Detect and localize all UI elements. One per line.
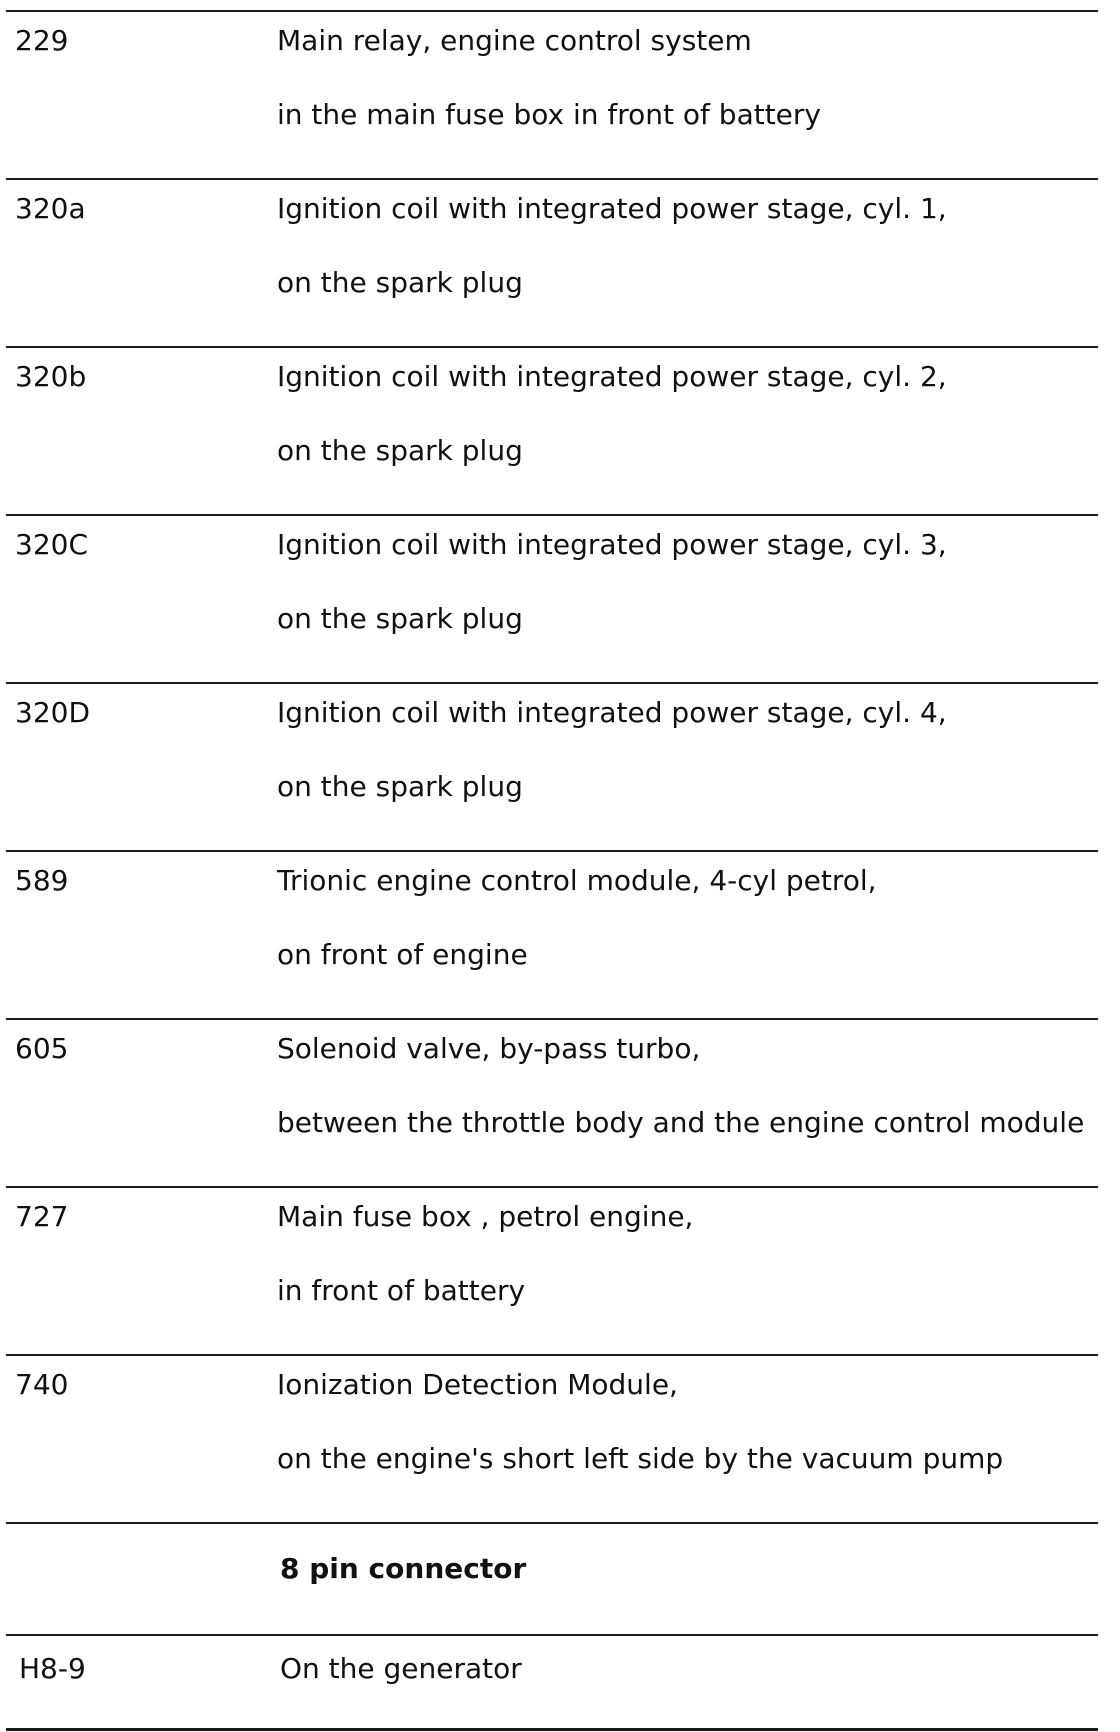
connector-location: On the generator [280,1652,522,1685]
component-location: on the spark plug [277,770,523,803]
table-row [6,1018,1098,1186]
component-code: 320b [15,360,87,393]
table-row [6,682,1098,850]
component-location: in front of battery [277,1274,526,1307]
component-code: 727 [15,1200,69,1233]
component-description: Main relay, engine control system [277,24,752,57]
component-code: 605 [15,1032,69,1065]
component-code: 229 [15,24,69,57]
table-row [6,1634,1098,1731]
component-description: Ionization Detection Module, [277,1368,678,1401]
table-row [6,850,1098,1018]
component-location: on the spark plug [277,266,523,299]
component-description: Ignition coil with integrated power stage, cyl. 3, [277,528,947,561]
table-row [6,346,1098,514]
connector-heading: 8 pin connector [280,1552,527,1585]
component-location: on the spark plug [277,434,523,467]
component-description: Ignition coil with integrated power stage, cyl. 1, [277,192,947,225]
table-row [6,178,1098,346]
component-location: on front of engine [277,938,528,971]
component-location: between the throttle body and the engine control module [277,1106,1085,1139]
table-row [6,1354,1098,1522]
table-row [6,10,1098,178]
component-code: 740 [15,1368,69,1401]
connector-code: H8-9 [19,1652,86,1685]
table-row [6,514,1098,682]
connector-heading-row [6,1522,1098,1634]
component-description: Ignition coil with integrated power stage, cyl. 2, [277,360,947,393]
table-row [6,1186,1098,1354]
component-description: Main fuse box , petrol engine, [277,1200,694,1233]
component-location: on the spark plug [277,602,523,635]
component-location: in the main fuse box in front of battery [277,98,821,131]
component-description: Trionic engine control module, 4-cyl petrol, [277,864,877,897]
component-code: 320C [15,528,88,561]
component-description: Ignition coil with integrated power stage, cyl. 4, [277,696,947,729]
component-table [6,10,1098,1731]
component-code: 320D [15,696,91,729]
component-code: 589 [15,864,69,897]
component-description: Solenoid valve, by-pass turbo, [277,1032,701,1065]
component-location: on the engine's short left side by the vacuum pump [277,1442,1004,1475]
component-code: 320a [15,192,86,225]
